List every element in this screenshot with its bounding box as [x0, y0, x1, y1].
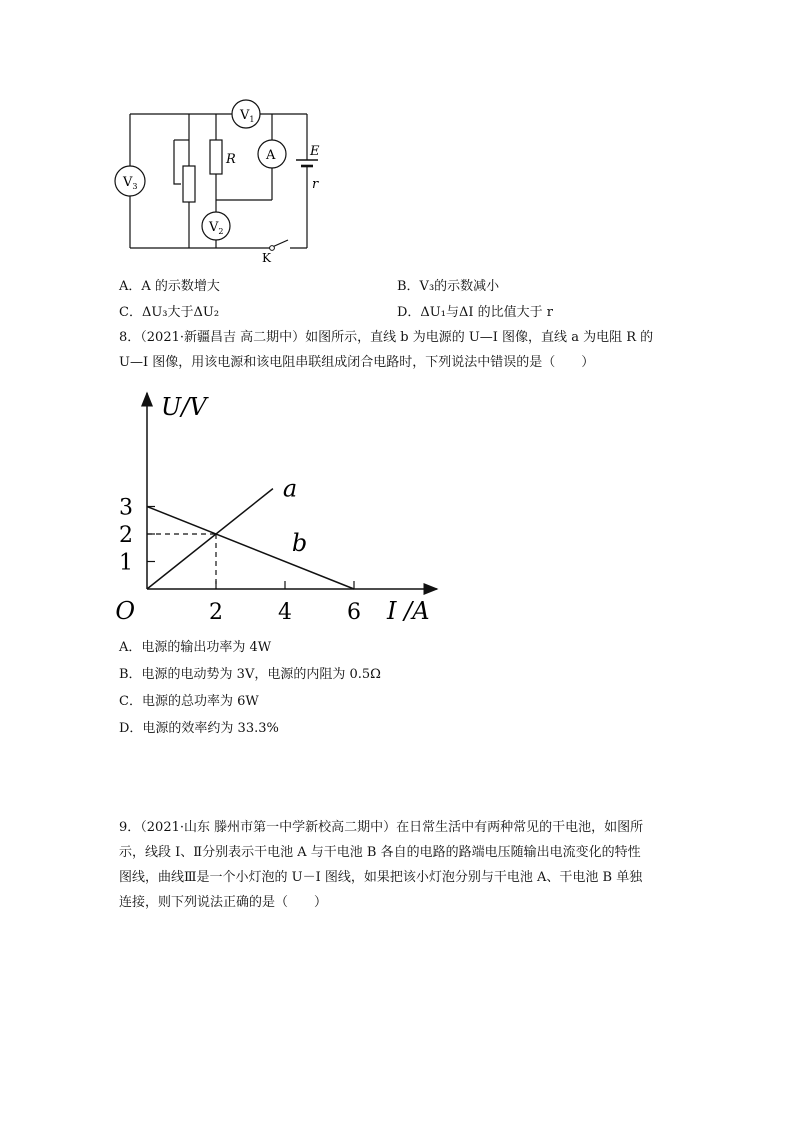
- svg-text:V2: $V_2$: [209, 220, 224, 236]
- y-axis-label: U/V: [161, 393, 207, 421]
- q7-option-a: A．A 的示数增大: [119, 279, 220, 294]
- q8-option-d: D．电源的效率约为 33.3%: [119, 721, 279, 736]
- origin-label: O: [115, 597, 135, 625]
- question-9-line-1: 9．（2021·山东 滕州市第一中学新校高二期中）在日常生活中有两种常见的干电池，如图所: [119, 820, 644, 835]
- x-tick-label: 4: [278, 600, 292, 625]
- y-tick-label: 1: [119, 550, 133, 576]
- series-line-a: [147, 489, 273, 589]
- series-label-a: a: [282, 474, 298, 503]
- series-line-b: [147, 507, 354, 590]
- svg-text:V3: $V_3$: [123, 175, 138, 191]
- svg-text:r: r: [312, 177, 319, 192]
- svg-text:E: E: [310, 144, 320, 159]
- svg-text:V1: $V_1$: [240, 108, 255, 124]
- svg-text:K: K: [262, 251, 271, 265]
- question-8-line-1: 8．（2021·新疆昌吉 高二期中）如图所示，直线 b 为电源的 U—I 图像，直线 a 为电阻 R 的: [119, 330, 654, 345]
- q8-option-a: A．电源的输出功率为 4W: [119, 640, 272, 655]
- q7-option-b: B．V₃的示数减小: [397, 279, 500, 294]
- x-axis-label: I /A: [387, 597, 430, 625]
- svg-text:A: A: [266, 148, 276, 163]
- circuit-diagram: [110, 96, 340, 266]
- y-tick-label: 3: [119, 495, 133, 521]
- q7-option-c: C．ΔU₃大于ΔU₂: [119, 305, 220, 320]
- q7-option-d: D．ΔU₁与ΔI 的比值大于 r: [397, 305, 553, 320]
- question-9-line-4: 连接，则下列说法正确的是（ ）: [119, 895, 328, 910]
- x-tick-label: 2: [209, 600, 223, 625]
- q8-option-b: B．电源的电动势为 3V，电源的内阻为 0.5Ω: [119, 667, 381, 682]
- y-tick-label: 2: [119, 523, 133, 548]
- question-9-line-2: 示，线段 Ⅰ、Ⅱ分别表示干电池 A 与干电池 B 各自的电路的路端电压随输出电流变化的特性: [119, 845, 641, 860]
- question-8-stem: [119, 325, 679, 375]
- x-tick-label: 6: [347, 600, 361, 625]
- question-8-line-2: U—I 图像，用该电源和该电阻串联组成闭合电路时，下列说法中错误的是（ ）: [119, 355, 595, 370]
- question-9-stem: [119, 815, 679, 915]
- svg-text:R: R: [226, 152, 236, 167]
- series-label-b: b: [291, 529, 308, 557]
- q8-option-c: C．电源的总功率为 6W: [119, 694, 259, 709]
- question-9-line-3: 图线，曲线Ⅲ是一个小灯泡的 U－I 图线，如果把该小灯泡分别与干电池 A、干电池 B 单独: [119, 870, 643, 885]
- ui-chart: [115, 385, 445, 630]
